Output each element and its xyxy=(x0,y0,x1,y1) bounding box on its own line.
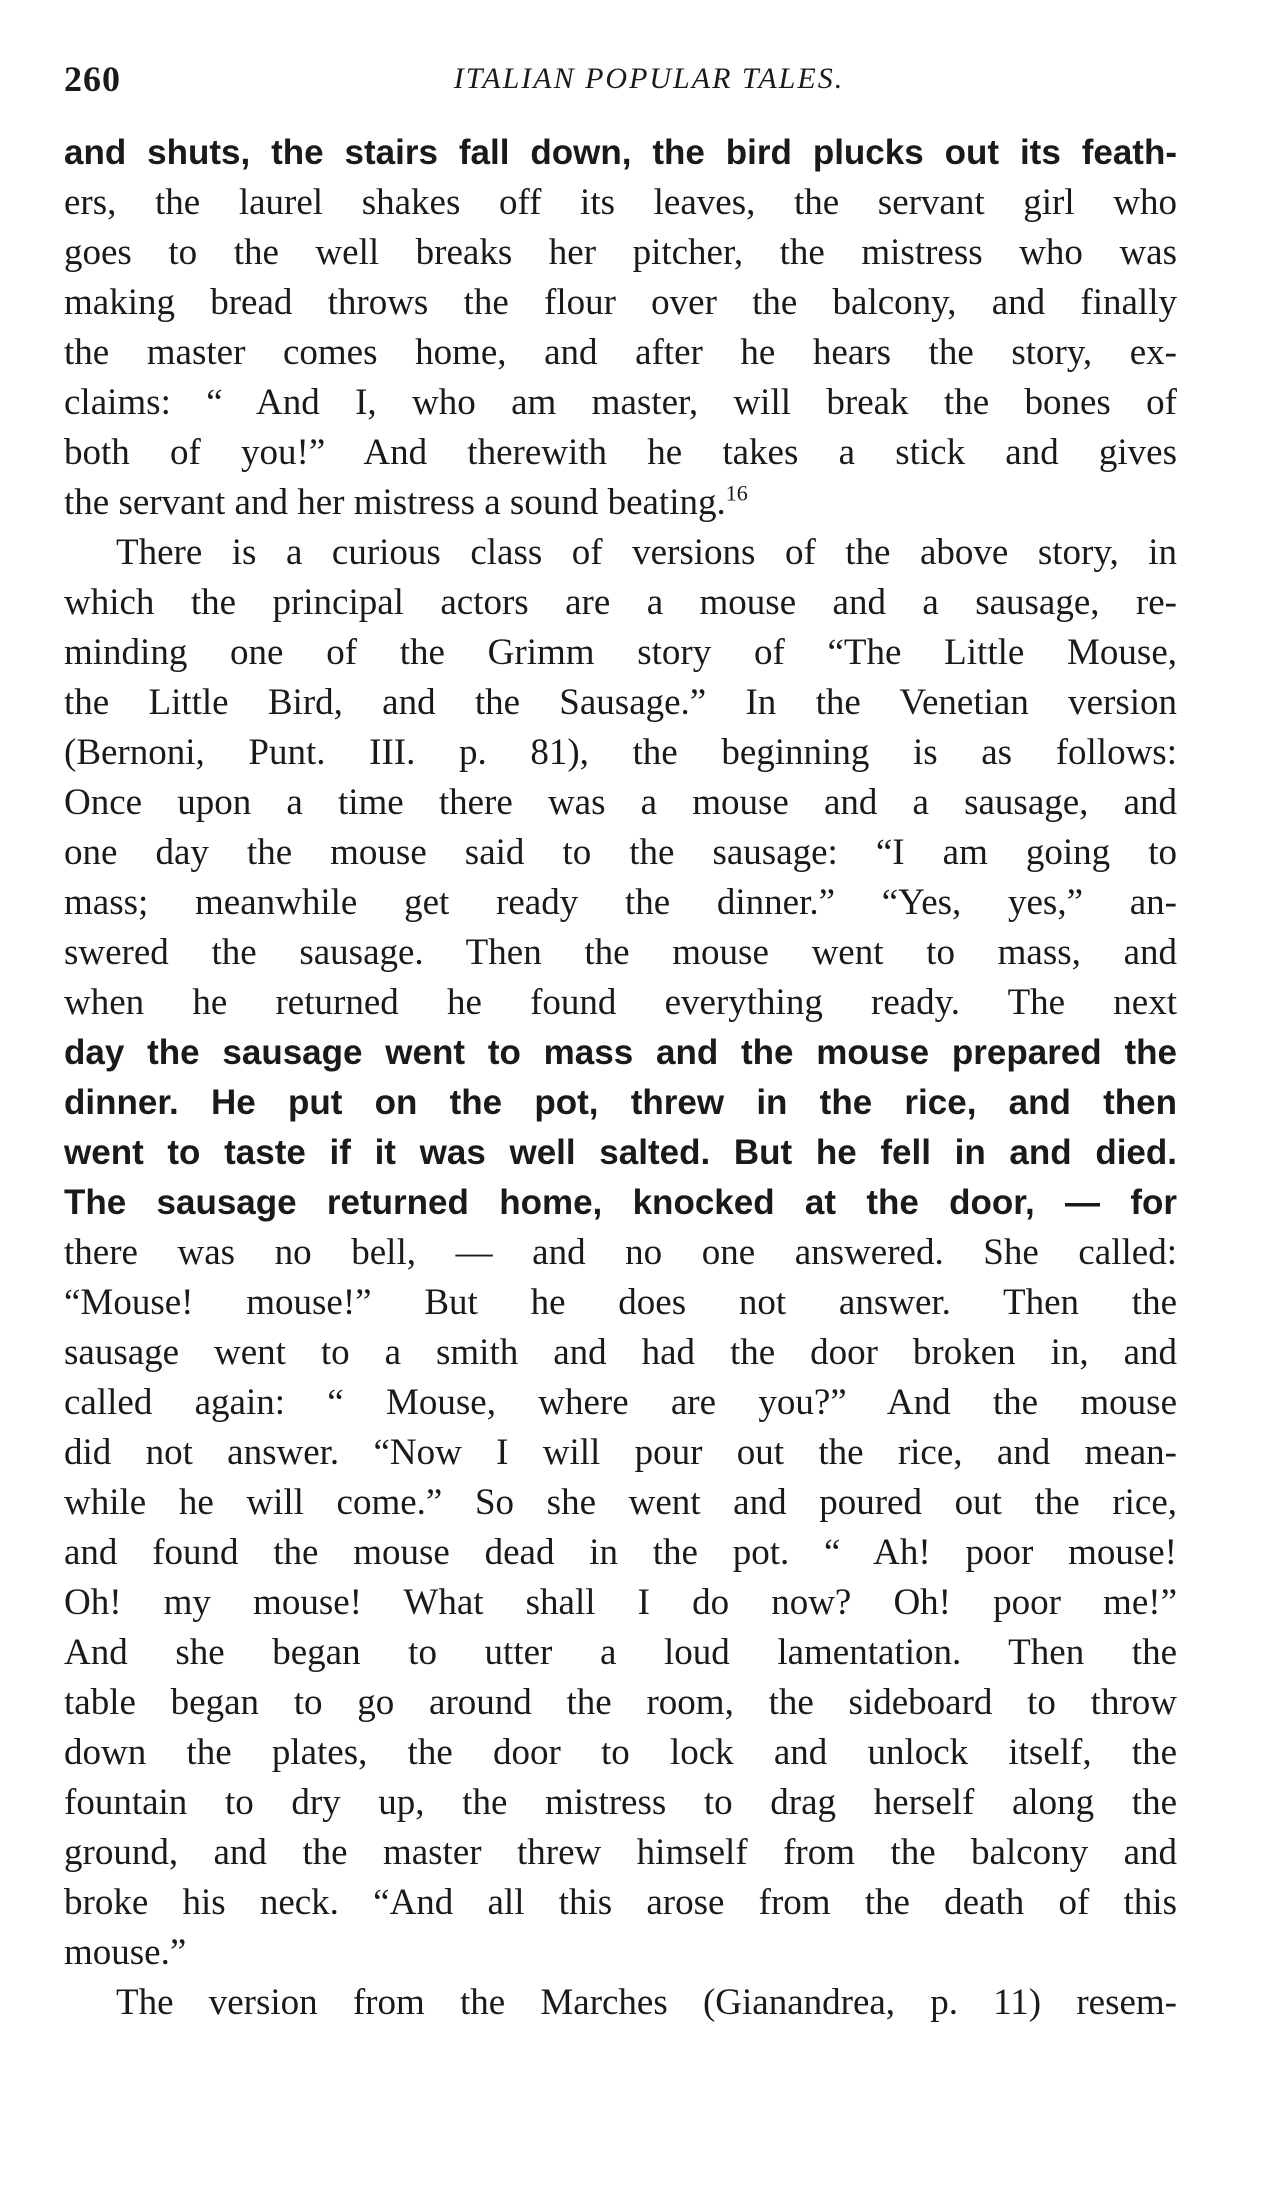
text-line: which the principal actors are a mouse and a sausage, re- xyxy=(64,582,1177,623)
text-line: “Mouse! mouse!” But he does not answer. Then the xyxy=(64,1282,1177,1323)
text-line: called again: “ Mouse, where are you?” And the mouse xyxy=(64,1382,1177,1423)
text-line: mouse.” xyxy=(64,1932,187,1973)
text-line: making bread throws the flour over the balcony, and finally xyxy=(64,282,1177,323)
text-line: and shuts, the stairs fall down, the bird plucks out its feath- xyxy=(64,133,1177,172)
text-line: sausage went to a smith and had the door broken in, and xyxy=(64,1332,1177,1373)
text-line: claims: “ And I, who am master, will break the bones of xyxy=(64,382,1177,423)
page-number: 260 xyxy=(64,59,121,99)
text-line: The sausage returned home, knocked at the door, — for xyxy=(64,1183,1177,1222)
text-line: Oh! my mouse! What shall I do now? Oh! poor me!” xyxy=(64,1582,1177,1623)
text-line: the Little Bird, and the Sausage.” In the Venetian version xyxy=(64,682,1177,723)
text-line: ground, and the master threw himself from the balcony and xyxy=(64,1832,1177,1873)
text-line: fountain to dry up, the mistress to drag herself along the xyxy=(64,1782,1177,1823)
text-line: mass; meanwhile get ready the dinner.” “Yes, yes,” an- xyxy=(64,882,1177,923)
text-line: ers, the laurel shakes off its leaves, the servant girl who xyxy=(64,182,1177,223)
text-line: and found the mouse dead in the pot. “ Ah! poor mouse! xyxy=(64,1532,1177,1573)
body-text xyxy=(64,128,1177,2028)
text-line: went to taste if it was well salted. But he fell in and died. xyxy=(64,1133,1177,1172)
text-line: table began to go around the room, the sideboard to throw xyxy=(64,1682,1177,1723)
text-line: the servant and her mistress a sound beating. xyxy=(64,482,726,523)
page-header xyxy=(64,58,1194,118)
text-line: down the plates, the door to lock and unlock itself, the xyxy=(64,1732,1177,1773)
text-line: when he returned he found everything ready. The next xyxy=(64,982,1177,1023)
text-line: while he will come.” So she went and poured out the rice, xyxy=(64,1482,1177,1523)
text-line: Once upon a time there was a mouse and a sausage, and xyxy=(64,782,1177,823)
text-line: There is a curious class of versions of the above story, in xyxy=(116,532,1177,573)
text-line-with-footnote xyxy=(64,478,1177,528)
text-line: did not answer. “Now I will pour out the rice, and mean- xyxy=(64,1432,1177,1473)
footnote-reference: 16 xyxy=(725,480,748,506)
text-line: minding one of the Grimm story of “The Little Mouse, xyxy=(64,632,1177,673)
text-line: one day the mouse said to the sausage: “I am going to xyxy=(64,832,1177,873)
text-line: the master comes home, and after he hears the story, ex- xyxy=(64,332,1177,373)
paragraph xyxy=(64,1978,1177,2028)
paragraph xyxy=(64,528,1177,1978)
running-title: ITALIAN POPULAR TALES. xyxy=(453,62,845,95)
text-line: dinner. He put on the pot, threw in the rice, and then xyxy=(64,1083,1177,1122)
paragraph xyxy=(64,128,1177,528)
text-line: both of you!” And therewith he takes a stick and gives xyxy=(64,432,1177,473)
text-line: And she began to utter a loud lamentation. Then the xyxy=(64,1632,1177,1673)
text-line: swered the sausage. Then the mouse went to mass, and xyxy=(64,932,1177,973)
text-line: goes to the well breaks her pitcher, the mistress who was xyxy=(64,232,1177,273)
text-line: there was no bell, — and no one answered. She called: xyxy=(64,1232,1177,1273)
text-line: The version from the Marches (Gianandrea, p. 11) resem- xyxy=(116,1982,1177,2023)
text-line: broke his neck. “And all this arose from the death of this xyxy=(64,1882,1177,1923)
text-line: day the sausage went to mass and the mouse prepared the xyxy=(64,1033,1177,1072)
text-line: (Bernoni, Punt. III. p. 81), the beginning is as follows: xyxy=(64,732,1177,773)
